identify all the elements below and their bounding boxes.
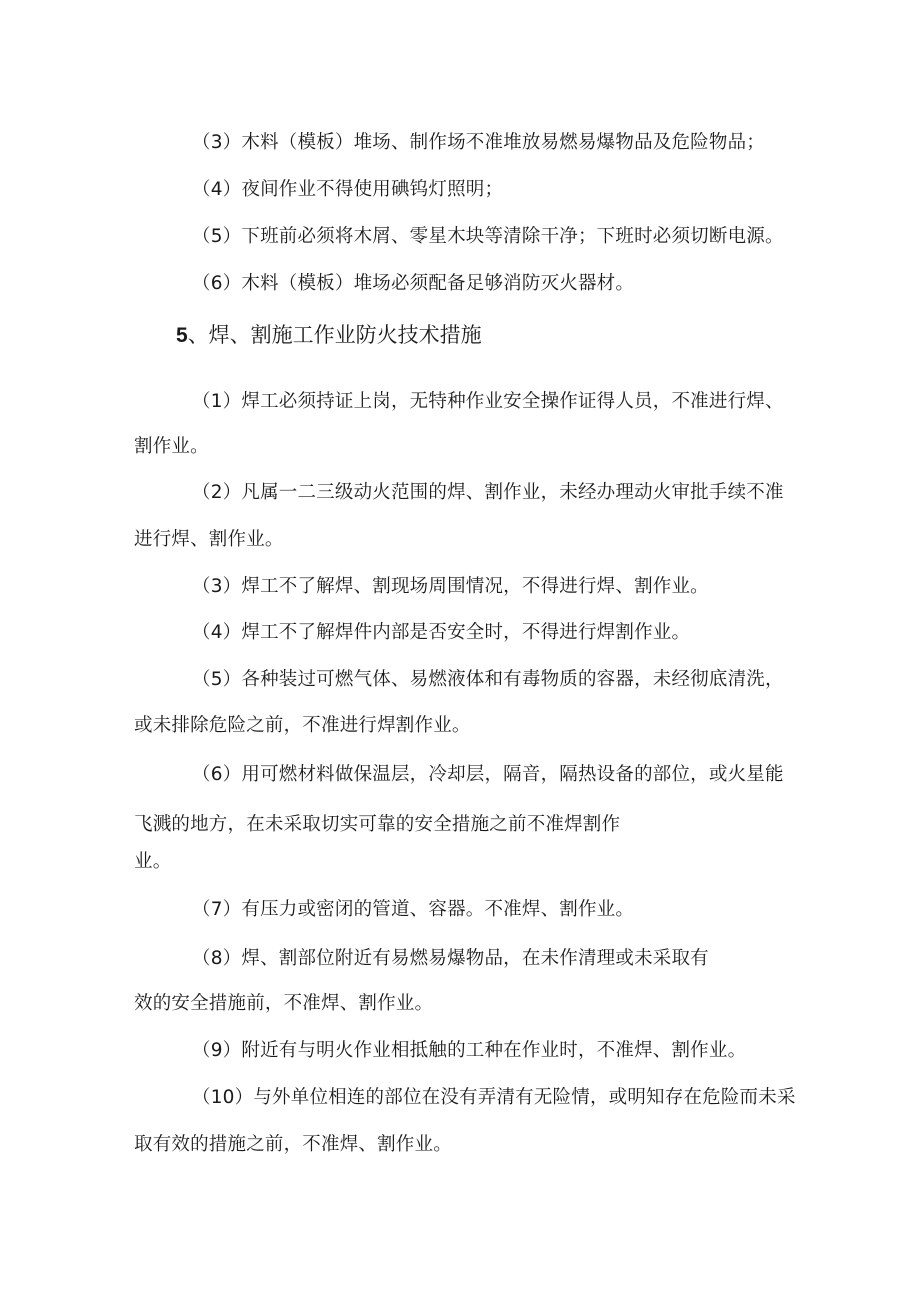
paragraph-line: （2）凡属一二三级动火范围的焊、割作业，未经办理动火审批手续不准: [192, 482, 784, 503]
section-title: 、焊、割施工作业防火技术措施: [187, 323, 482, 347]
paragraph-line: 取有效的措施之前，不准焊、割作业。: [134, 1134, 452, 1155]
paragraph-line: （9）附近有与明火作业相抵触的工种在作业时，不准焊、割作业。: [192, 1040, 747, 1061]
paragraph-line: 飞溅的地方，在未采取切实可靠的安全措施之前不准焊割作: [134, 814, 621, 835]
paragraph-line: （4）焊工不了解焊件内部是否安全时，不得进行焊割作业。: [192, 622, 691, 643]
paragraph-item-4: （4）夜间作业不得使用碘钨灯照明；: [192, 179, 504, 200]
paragraph-line: 割作业。: [134, 436, 209, 457]
paragraph-line: 进行焊、割作业。: [134, 529, 284, 550]
paragraph-item-3: （3）木料（模板）堆场、制作场不准堆放易燃易爆物品及危险物品；: [192, 132, 765, 153]
paragraph-line: （1）焊工必须持证上岗，无特种作业安全操作证得人员，不准进行焊、: [192, 391, 784, 412]
paragraph-line: （6）用可燃材料做保温层，冷却层，隔音，隔热设备的部位，或火星能: [192, 764, 784, 785]
paragraph-line: （5）各种装过可燃气体、易燃液体和有毒物质的容器，未经彻底清洗，: [192, 669, 784, 690]
paragraph-line: （3）焊工不了解焊、割现场周围情况，不得进行焊、割作业。: [192, 576, 709, 597]
paragraph-line: 效的安全措施前，不准焊、割作业。: [134, 993, 434, 1014]
paragraph-item-6: （6）木料（模板）堆场必须配备足够消防灭火器材。: [192, 273, 635, 294]
section-heading: [176, 321, 482, 350]
paragraph-line: 业。: [134, 851, 172, 872]
paragraph-line: 或未排除危险之前，不准进行焊割作业。: [134, 715, 471, 736]
paragraph-line: （8）焊、割部位附近有易燃易爆物品，在未作清理或未采取有: [192, 948, 709, 969]
paragraph-line: （7）有压力或密闭的管道、容器。不准焊、割作业。: [192, 899, 635, 920]
section-number: 5: [176, 324, 188, 347]
paragraph-line: （10）与外单位相连的部位在没有弄清有无险情，或明知存在危险而未采: [192, 1087, 796, 1108]
paragraph-item-5: （5）下班前必须将木屑、零星木块等清除干净；下班时必须切断电源。: [192, 226, 784, 247]
